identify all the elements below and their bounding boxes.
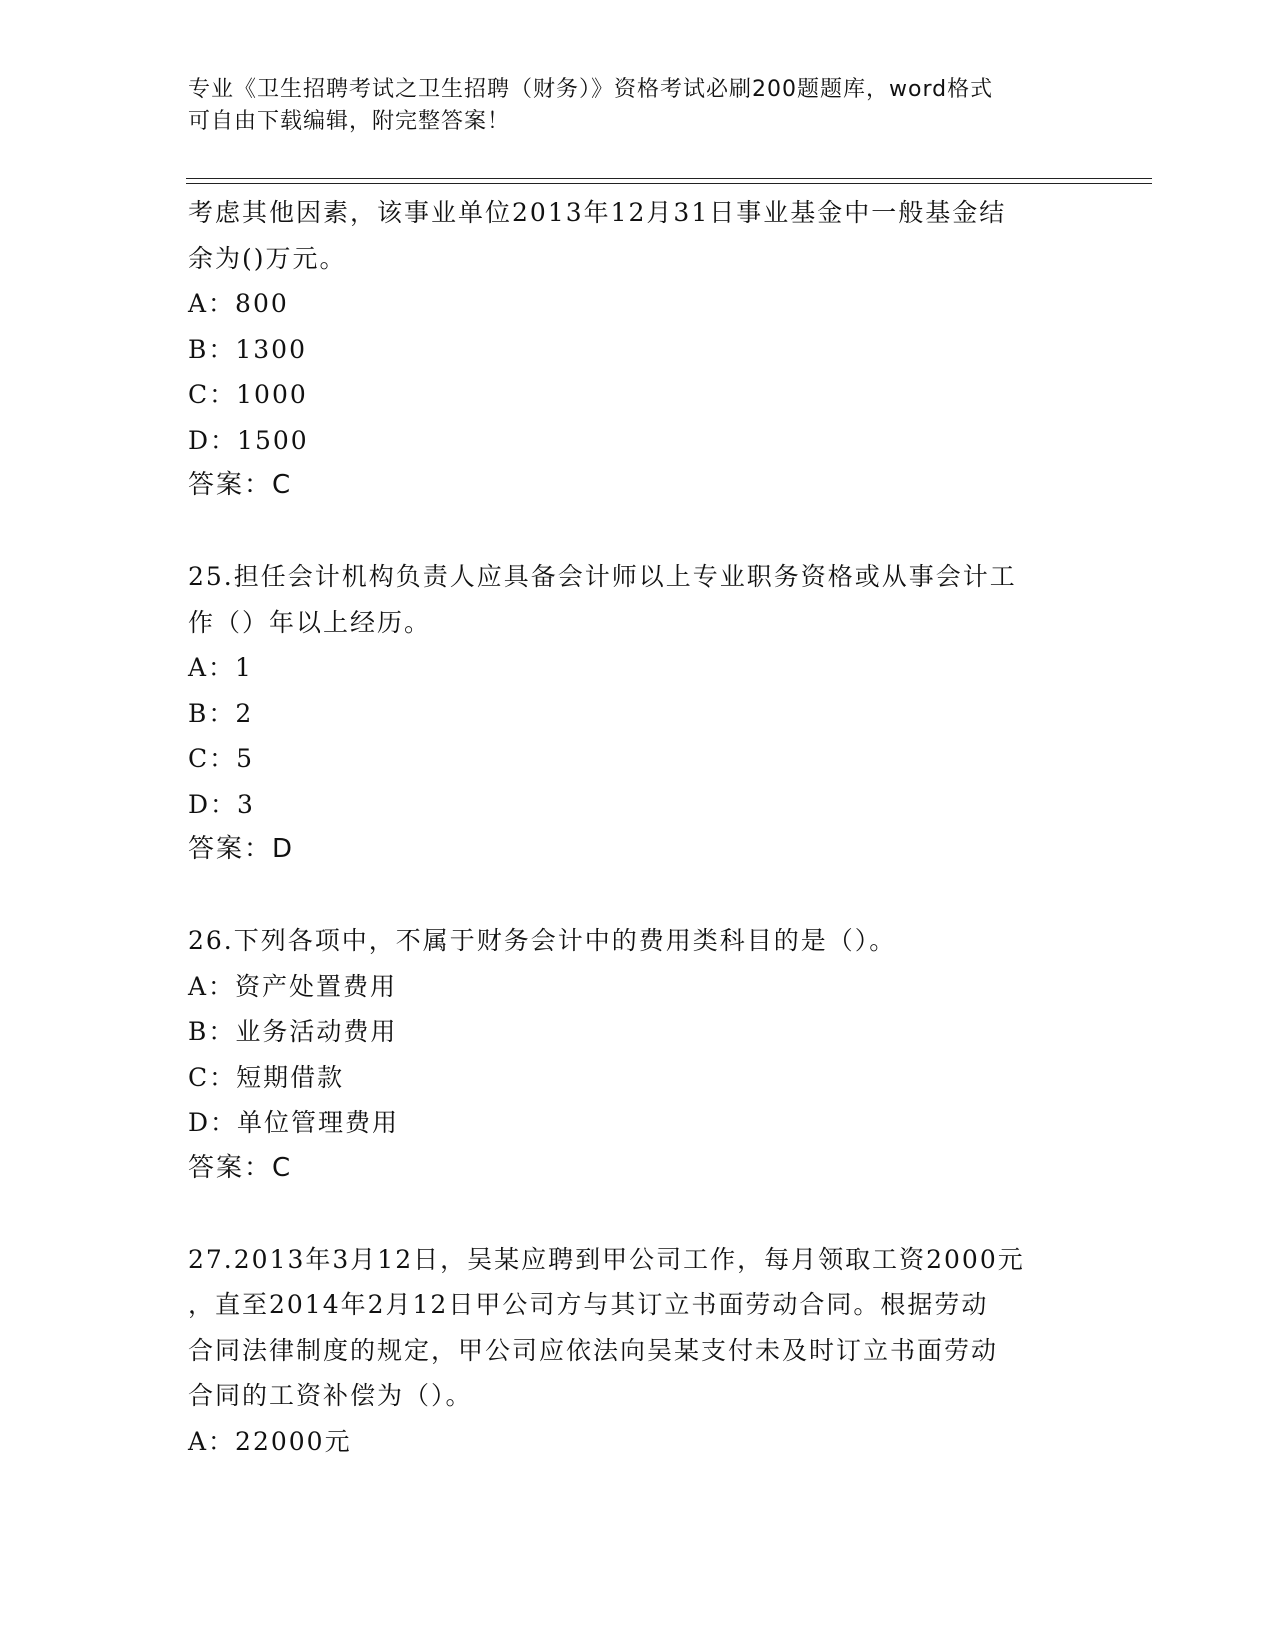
question-stem-line: 考虑其他因素，该事业单位2013年12月31日事业基金中一般基金结 [188, 198, 1007, 227]
header-divider-top [186, 178, 1152, 179]
option-d: D：单位管理费用 [188, 1108, 400, 1137]
question-block-27 [188, 1237, 1088, 1465]
option-d: D：1500 [188, 425, 309, 455]
spacer [188, 873, 1088, 919]
question-stem-line: 作（）年以上经历。 [188, 607, 432, 637]
option-b: B：2 [188, 698, 254, 728]
question-stem-line: 余为()万元。 [188, 243, 347, 273]
question-stem-line: 合同的工资补偿为（）。 [188, 1381, 473, 1410]
option-a: A：22000元 [188, 1426, 352, 1456]
question-block-26 [188, 918, 1088, 1191]
question-block-25 [188, 554, 1088, 873]
answer-line: 答案：D [188, 834, 295, 864]
answer-line: 答案：C [188, 470, 293, 500]
option-a: A：800 [188, 289, 289, 318]
header-title-line-1: 专业《卫生招聘考试之卫生招聘（财务）》资格考试必刷200题题库，word格式 [188, 77, 994, 102]
question-stem-line: 25.担任会计机构负责人应具备会计师以上专业职务资格或从事会计工 [188, 562, 1017, 591]
option-a: A：资产处置费用 [188, 971, 398, 1001]
option-c: C：5 [188, 744, 255, 773]
answer-line: 答案：C [188, 1152, 293, 1183]
question-block-24 [188, 190, 1088, 509]
option-a: A：1 [188, 653, 253, 682]
header-divider-bottom [186, 183, 1152, 184]
option-b: B：1300 [188, 334, 307, 364]
question-stem-line: 26.下列各项中，不属于财务会计中的费用类科目的是（）。 [188, 926, 897, 955]
option-c: C：1000 [188, 380, 308, 409]
document-header [188, 74, 1088, 138]
question-stem-line: ，直至2014年2月12日甲公司方与其订立书面劳动合同。根据劳动 [188, 1290, 989, 1319]
spacer [188, 509, 1088, 555]
question-stem-line: 合同法律制度的规定，甲公司应依法向吴某支付未及时订立书面劳动 [188, 1335, 999, 1365]
question-stem-line: 27.2013年3月12日，吴某应聘到甲公司工作，每月领取工资2000元 [188, 1244, 1025, 1274]
option-b: B：业务活动费用 [188, 1017, 398, 1046]
option-c: C：短期借款 [188, 1062, 345, 1092]
question-list [188, 190, 1088, 1464]
header-title-line-2: 可自由下载编辑，附完整答案！ [188, 109, 511, 134]
option-d: D：3 [188, 789, 255, 819]
spacer [188, 1191, 1088, 1237]
